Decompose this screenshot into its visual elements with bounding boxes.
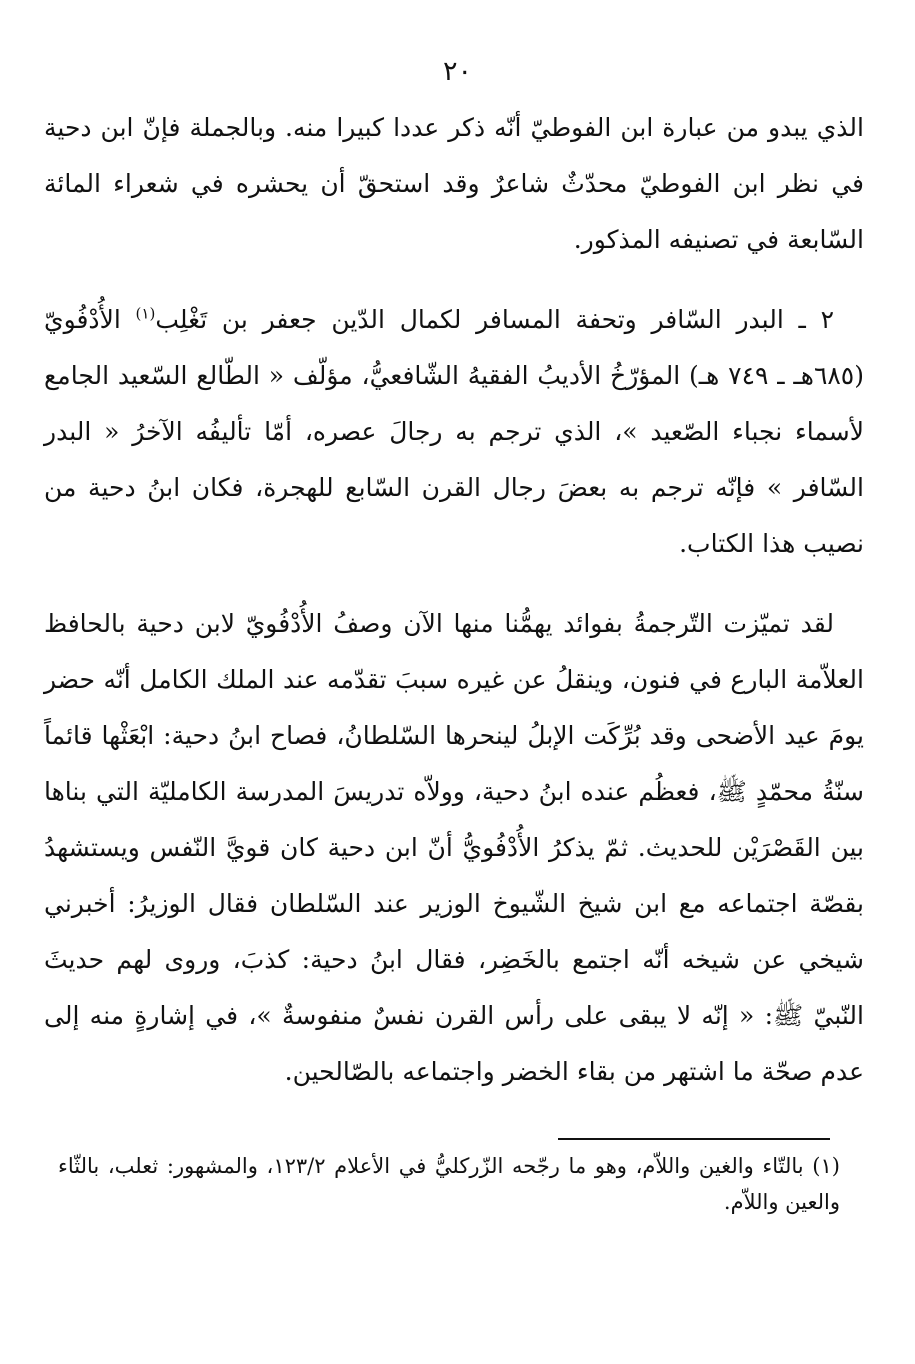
- footnote-reference-1[interactable]: (١): [135, 304, 156, 323]
- page-number: ٢٠: [442, 56, 472, 87]
- paragraph-1: الذي يبدو من عبارة ابن الفوطيّ أنّه ذكر عددا كبيرا منه. وبالجملة فإنّ ابن دحية في نظر ابن الفوطيّ محدّثٌ شاعرٌ وقد استحقّ أن يحشره في شعراء المائة السّابعة في تصنيفه المذكور.: [44, 113, 864, 254]
- paragraph-2-rest: الأُدْفُويّ (٦٨٥هـ ـ ٧٤٩ هـ) المؤرّخُ الأديبُ الفقيهُ الشّافعيُّ، مؤلّف « الطّالع السّعيد الجامع لأسماء نجباء الصّعيد »، الذي ترجم به رجالَ عصره، أمّا تأليفُه الآخرُ « البدر السّافر » فإنّه ترجم به بعضَ رجال القرن السّابع للهجرة، فكان ابنُ دحية من نصيب هذا الكتاب.: [44, 305, 865, 558]
- footnote-1: [58, 1148, 840, 1220]
- footnote-separator: [558, 1138, 830, 1140]
- footnotes: [58, 1148, 840, 1220]
- footnote-1-text: بالتّاء والغين واللاّم، وهو ما رجّحه الزّركليُّ في الأعلام ١٢٣/٢، والمشهور: ثعلب، بالثّاء والعين واللاّم.: [58, 1154, 840, 1214]
- body-text: [44, 100, 864, 1100]
- paragraph-2-lead: ٢ ـ البدر السّافر وتحفة المسافر لكمال الدّين جعفر بن تَغْلِب: [155, 305, 835, 334]
- paragraph-2: [44, 292, 864, 572]
- paragraph-3: [44, 596, 864, 1100]
- paragraph-3-text: لقد تميّزت التّرجمةُ بفوائد يهمُّنا منها الآن وصفُ الأُدْفُويّ لابن دحية بالحافظ العلاّمة البارع في فنون، وينقلُ عن غيره سببَ تقدّمه عند الملك الكامل أنّه حضر يومَ عيد الأضحى وقد بُرِّكَت الإبلُ لينحرها السّلطانُ، فصاح ابنُ دحية: ابْعَثْها قائماً سنّةُ محمّدٍ ﷺ، فعظُم عنده ابنُ دحية، وولاّه تدريسَ المدرسة الكامليّة التي بناها بين القَصْرَيْن للحديث. ثمّ يذكرُ الأُدْفُويُّ أنّ ابن دحية كان قويَّ النّفس ويستشهدُ بقصّة اجتماعه مع ابن شيخ الشّيوخ الوزير عند السّلطان فقال الوزيرُ: أخبرني شيخي عن شيخه أنّه اجتمع بالخَضِر، فقال ابنُ دحية: كذبَ، وروى لهم حديثَ النّبيّ ﷺ: « إنّه لا يبقى على رأس القرن نفسٌ منفوسةٌ »، في إشارةٍ منه إلى عدم صحّة ما اشتهر من بقاء الخضر واجتماعه بالصّالحين.: [44, 609, 864, 1086]
- footnote-1-marker: (١): [812, 1154, 840, 1178]
